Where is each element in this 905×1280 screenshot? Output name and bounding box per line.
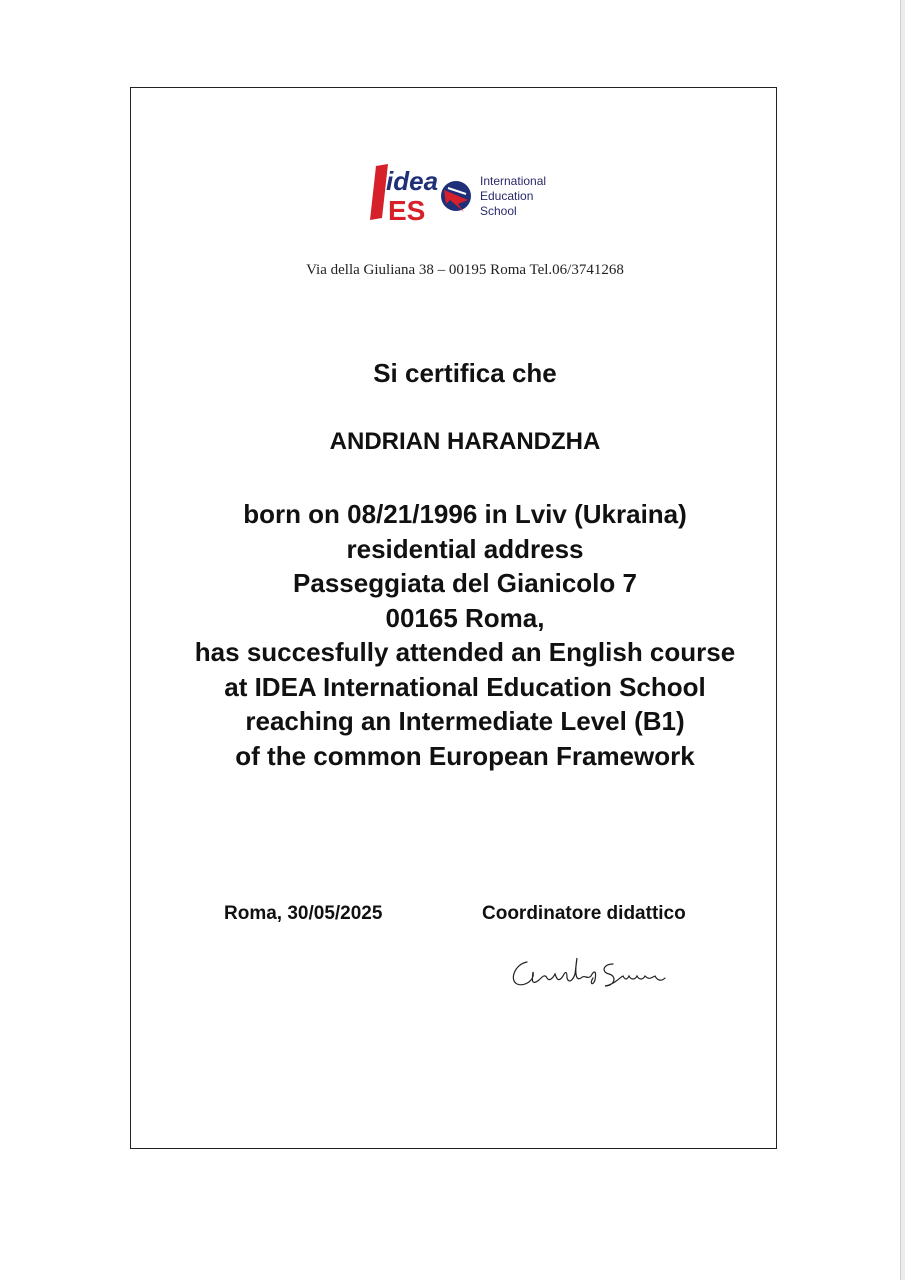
body-line-school: at IDEA International Education School — [224, 671, 706, 702]
body-line-level: reaching an Intermediate Level (B1) — [245, 706, 685, 736]
page-edge — [900, 0, 905, 1280]
body-line-residence-label: residential address — [346, 533, 584, 564]
recipient-name: ANDRIAN HARANDZHA — [329, 428, 601, 455]
logo-es-text: ES — [388, 195, 426, 226]
logo-line-3: School — [480, 204, 517, 218]
body-line-attended: has succesfully attended an English course — [194, 637, 736, 667]
body-line-postcode: 00165 Roma, — [385, 602, 545, 633]
certifies-heading: Si certifica che — [373, 358, 557, 388]
place-and-date: Roma, 30/05/2025 — [224, 903, 383, 924]
body-line-framework: of the common European Framework — [235, 740, 695, 771]
body-line-birth: born on 08/21/1996 in Lviv (Ukraina) — [243, 499, 687, 529]
body-line-street: Passeggiata del Gianicolo 7 — [293, 568, 637, 598]
logo-line-1: International — [480, 174, 547, 188]
logo-line-2: Education — [480, 189, 534, 203]
logo-idea-text: idea — [386, 166, 439, 196]
school-address: Via della Giuliana 38 – 00195 Roma Tel.06/3741268 — [306, 262, 624, 278]
signature-image — [505, 950, 675, 1000]
coordinator-label: Coordinatore didattico — [482, 903, 686, 924]
certificate-body — [130, 497, 800, 773]
logo-wordmark — [480, 174, 546, 219]
